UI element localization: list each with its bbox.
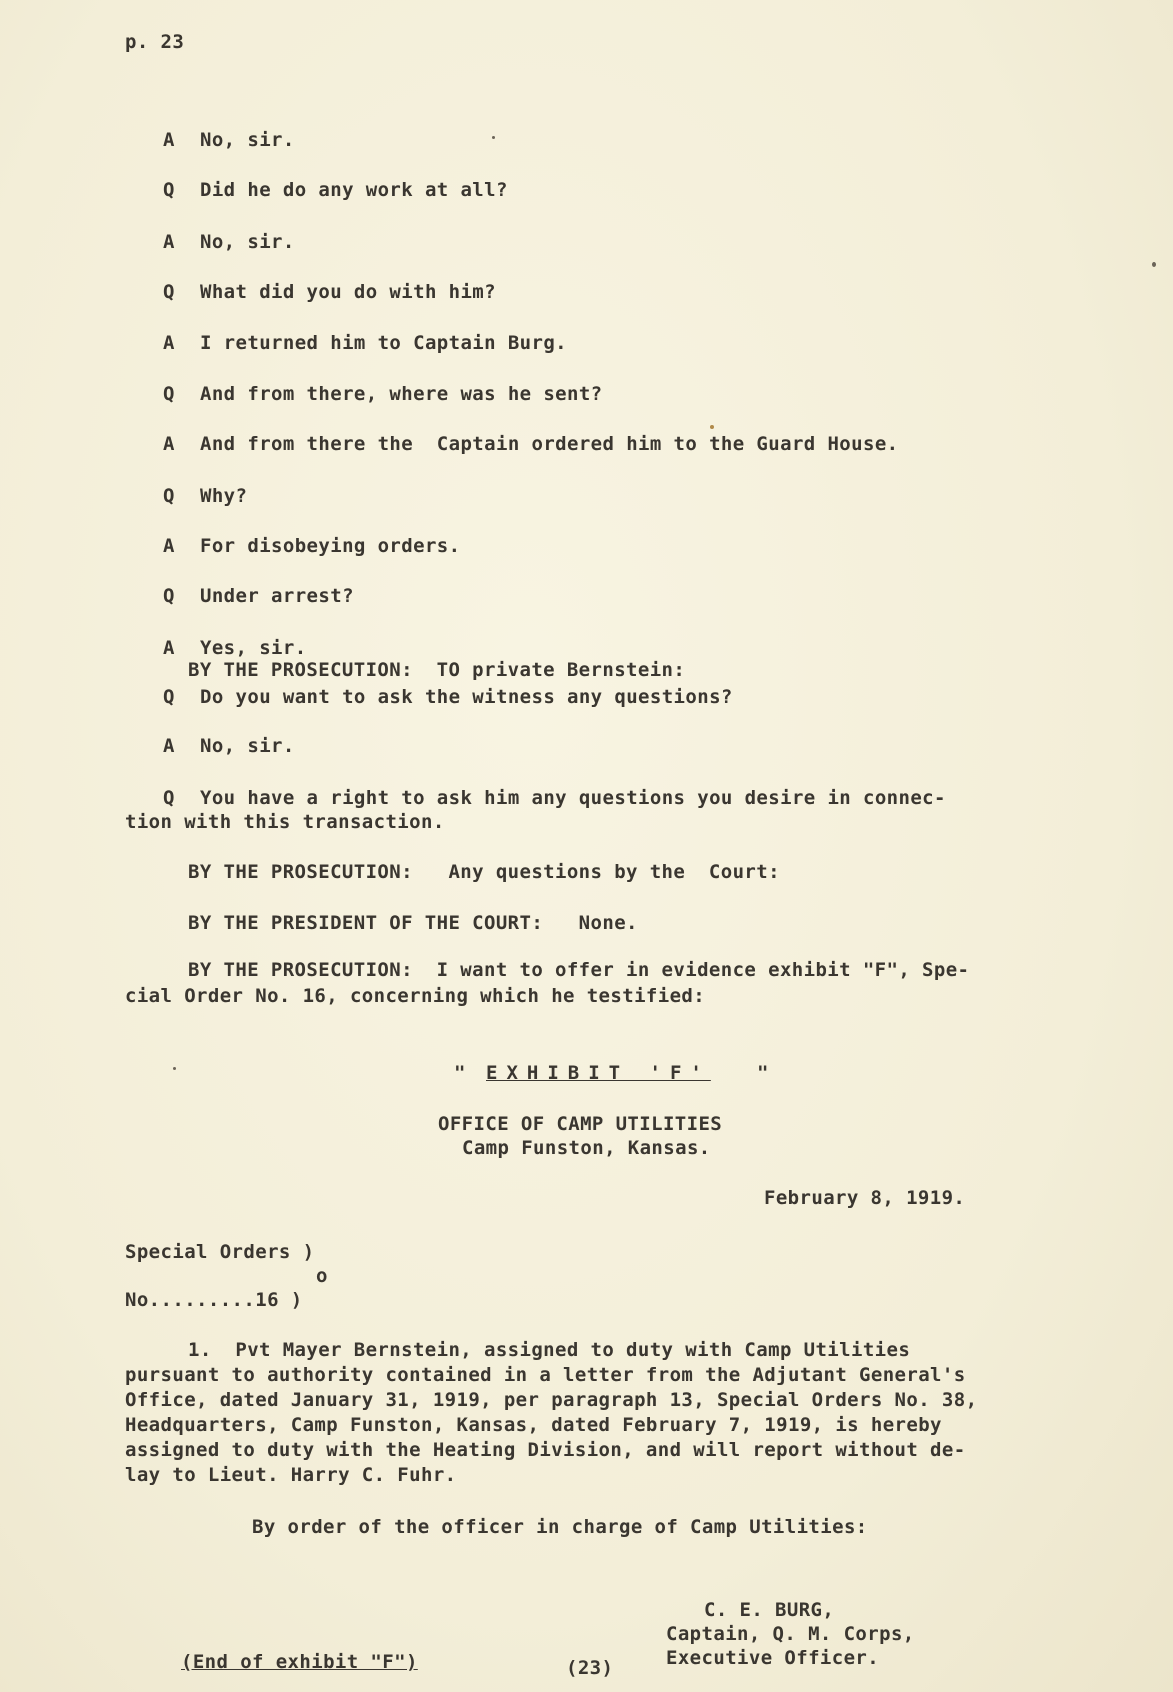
speaker-label: A bbox=[163, 332, 175, 354]
special-orders-number: No.........16 ) bbox=[125, 1289, 303, 1311]
speaker-label: A bbox=[163, 231, 175, 253]
speaker-label: A bbox=[163, 433, 175, 455]
speaker-label: Q bbox=[163, 686, 175, 708]
transcript-line: What did you do with him? bbox=[200, 281, 496, 303]
speaker-label: A bbox=[163, 735, 175, 757]
transcript-line: Yes, sir. bbox=[200, 637, 307, 659]
transcript-line: And from there, where was he sent? bbox=[200, 383, 603, 405]
transcript-line: Why? bbox=[200, 485, 248, 507]
exhibit-quote: " bbox=[454, 1062, 466, 1084]
transcript-line: I returned him to Captain Burg. bbox=[200, 332, 568, 354]
transcript-line: You have a right to ask him any questions you desire in connec- bbox=[200, 787, 946, 809]
speaker-label: Q bbox=[163, 281, 175, 303]
speaker-label: Q bbox=[163, 787, 175, 809]
order-paragraph-line: lay to Lieut. Harry C. Fuhr. bbox=[125, 1464, 457, 1486]
transcript-line: No, sir. bbox=[200, 129, 295, 151]
order-paragraph-line: 1. Pvt Mayer Bernstein, assigned to duty with Camp Utilities bbox=[188, 1339, 911, 1361]
paper-speck bbox=[1152, 262, 1156, 267]
order-paragraph-line: assigned to duty with the Heating Division, and will report without de- bbox=[125, 1439, 966, 1461]
offer-line: cial Order No. 16, concerning which he testified: bbox=[125, 985, 706, 1007]
prosecution-court: BY THE PROSECUTION: Any questions by the Court: bbox=[188, 861, 780, 883]
exhibit-quote: " bbox=[757, 1062, 769, 1084]
speaker-label: Q bbox=[163, 585, 175, 607]
exhibit-title: EXHIBIT 'F' bbox=[486, 1062, 711, 1084]
transcript-line: And from there the Captain ordered him to the Guard House. bbox=[200, 433, 899, 455]
paper-speck bbox=[710, 425, 714, 429]
transcript-line: No, sir. bbox=[200, 735, 295, 757]
transcript-line: For disobeying orders. bbox=[200, 535, 461, 557]
speaker-label: A bbox=[163, 637, 175, 659]
prosecution-to-private: BY THE PROSECUTION: TO private Bernstein: bbox=[188, 659, 686, 681]
special-orders-label: Special Orders ) bbox=[125, 1241, 315, 1263]
paper-speck bbox=[173, 1067, 176, 1070]
speaker-label: Q bbox=[163, 485, 175, 507]
order-paragraph-line: pursuant to authority contained in a letter from the Adjutant General's bbox=[125, 1364, 966, 1386]
transcript-line: tion with this transaction. bbox=[125, 811, 445, 833]
speaker-label: Q bbox=[163, 179, 175, 201]
order-paragraph-line: Headquarters, Camp Funston, Kansas, dated February 7, 1919, is hereby bbox=[125, 1414, 942, 1436]
speaker-label: A bbox=[163, 129, 175, 151]
page-marker: (23) bbox=[566, 1657, 614, 1679]
order-paragraph-line: Office, dated January 31, 1919, per paragraph 13, Special Orders No. 38, bbox=[125, 1389, 978, 1411]
signature-rank: Captain, Q. M. Corps, bbox=[666, 1623, 915, 1645]
signature-title: Executive Officer. bbox=[666, 1647, 880, 1669]
exhibit-location: Camp Funston, Kansas. bbox=[462, 1137, 711, 1159]
page-number: p. 23 bbox=[125, 31, 185, 53]
transcript-line: Do you want to ask the witness any questions? bbox=[200, 686, 733, 708]
by-order-line: By order of the officer in charge of Camp Utilities: bbox=[252, 1516, 868, 1538]
speaker-label: Q bbox=[163, 383, 175, 405]
transcript-line: No, sir. bbox=[200, 231, 295, 253]
special-orders-mark: o bbox=[316, 1265, 328, 1287]
offer-line: BY THE PROSECUTION: I want to offer in evidence exhibit "F", Spe- bbox=[188, 959, 970, 981]
exhibit-office: OFFICE OF CAMP UTILITIES bbox=[438, 1113, 723, 1135]
signature-name: C. E. BURG, bbox=[704, 1599, 835, 1621]
exhibit-date: February 8, 1919. bbox=[764, 1187, 966, 1209]
transcript-line: Under arrest? bbox=[200, 585, 354, 607]
speaker-label: A bbox=[163, 535, 175, 557]
paper-speck bbox=[492, 136, 495, 139]
transcript-line: Did he do any work at all? bbox=[200, 179, 508, 201]
president-court: BY THE PRESIDENT OF THE COURT: None. bbox=[188, 912, 638, 934]
end-of-exhibit-note: (End of exhibit "F") bbox=[181, 1651, 418, 1673]
